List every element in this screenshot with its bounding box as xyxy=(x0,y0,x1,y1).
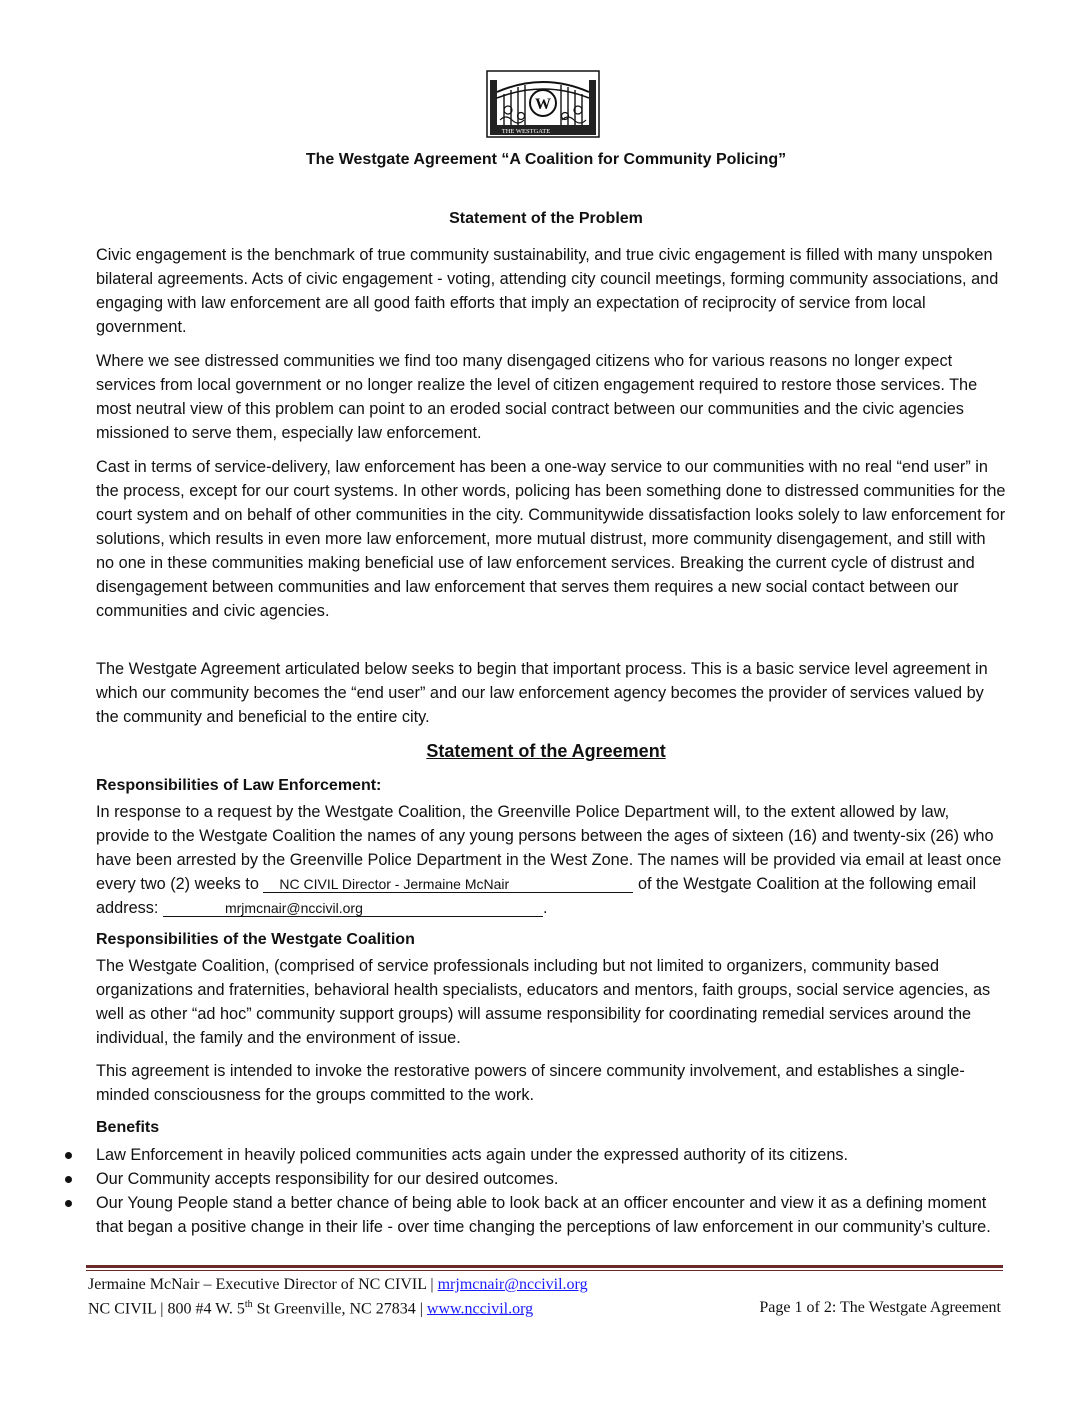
list-item: Law Enforcement in heavily policed communities acts again under the expressed authority of its citizens. xyxy=(60,1143,1010,1167)
law-enforcement-text-end: . xyxy=(542,899,548,917)
footer-address: NC CIVIL | 800 #4 W. 5 xyxy=(88,1300,245,1318)
law-enforcement-heading: Responsibilities of Law Enforcement: xyxy=(96,777,382,794)
benefits-heading: Benefits xyxy=(96,1119,160,1136)
footer-contact: Jermaine McNair – Executive Director of NC CIVIL | xyxy=(88,1276,438,1293)
law-enforcement-text: In response to a request by the Westgate Coalition, the Greenville Police Department will, to the extent allowed by law, provide to the Westgate Coalition the names of any young persons between the ages of sixteen (16) and twenty-six (26) who have been arrested by the Greenville Police Department in the West Zone. The names will be provided via email at least once every two (2) weeks to xyxy=(96,803,1002,893)
page-number: Page 1 of 2: The Westgate Agreement xyxy=(759,1299,1001,1316)
bullet-icon xyxy=(65,1176,72,1183)
coalition-paragraph: The Westgate Coalition, (comprised of service professionals including but not limited to organizers, community based organizations and fraternities, behavioral health specialists, educators and mentors, faith groups, social service agencies, as well as other “ad hoc” community support groups) will assume responsibility for coordinating remedial services around the individual, the family and the environment of issue. xyxy=(96,957,991,1047)
coalition-heading: Responsibilities of the Westgate Coalition xyxy=(96,931,415,948)
footer-line-2 xyxy=(88,1299,533,1318)
agreement-heading: Statement of the Agreement xyxy=(426,741,666,761)
problem-heading: Statement of the Problem xyxy=(449,210,643,227)
footer-divider-thin xyxy=(86,1270,1003,1271)
list-item: Our Young People stand a better chance of being able to look back at an officer encounter and view it as a defining moment that began a positive change in their life - over time changing the perceptions of law enforcement in our community’s culture. xyxy=(60,1191,1010,1239)
footer-address-end: St Greenville, NC 27834 | xyxy=(252,1300,427,1318)
law-enforcement-paragraph xyxy=(96,800,1006,920)
footer-website-link[interactable]: www.nccivil.org xyxy=(426,1300,534,1318)
email-fill-field: mrjmcnair@nccivil.org xyxy=(163,900,543,917)
bullet-icon xyxy=(65,1152,72,1159)
problem-paragraph-4: The Westgate Agreement articulated below seeks to begin that important process. This is a basic service level agreement in which our community becomes the “end user” and our law enforcement agency becomes the provider of services valued by the community and beneficial to the entire city. xyxy=(96,660,988,726)
logo-emblem: W xyxy=(535,96,551,113)
problem-paragraph-2: Where we see distressed communities we find too many disengaged citizens who for various reasons no longer expect services from local government or no longer realize the level of citizen engagement required to restore those services. The most neutral view of this problem can point to an eroded social contract between our communities and the civic agencies missioned to serve them, especially law enforcement. xyxy=(96,352,978,442)
footer-line-1 xyxy=(88,1276,588,1294)
bullet-icon xyxy=(65,1200,72,1207)
list-item: Our Community accepts responsibility for our desired outcomes. xyxy=(60,1167,1010,1191)
problem-paragraph-1: Civic engagement is the benchmark of true community sustainability, and true civic engagement is filled with many unspoken bilateral agreements. Acts of civic engagement - voting, attending city council meetings, forming community associations, and engaging with law enforcement are all good faith efforts that imply an expectation of reciprocity of service from local government. xyxy=(96,246,999,336)
footer-address-sup: th xyxy=(244,1299,253,1310)
footer-divider xyxy=(86,1265,1003,1268)
director-fill-field: NC CIVIL Director - Jermaine McNair xyxy=(263,876,633,893)
benefits-list xyxy=(60,1143,1010,1239)
law-enforcement-text-mid: of the Westgate Coalition at the following email address: xyxy=(96,875,977,917)
gate-logo-icon xyxy=(486,70,600,138)
logo-caption: THE WESTGATE xyxy=(501,128,551,135)
document-title: The Westgate Agreement “A Coalition for Community Policing” xyxy=(305,151,787,168)
problem-paragraph-3: Cast in terms of service-delivery, law enforcement has been a one-way service to our communities with no real “end user” in the process, except for our court systems. In other words, policing has been something done to distressed communities for the court system and on behalf of other communities in the city. Communitywide dissatisfaction looks solely to law enforcement for solutions, which results in even more law enforcement, more mutual distrust, more community disengagement, and still with no one in these communities making beneficial use of law enforcement services. Breaking the current cycle of distrust and disengagement between communities and law enforcement that serves them requires a new social contact between our communities and civic agencies. xyxy=(96,458,1006,620)
footer-email-link[interactable]: mrjmcnair@nccivil.org xyxy=(437,1276,588,1293)
intent-paragraph: This agreement is intended to invoke the restorative powers of sincere community involvement, and establishes a single-minded consciousness for the groups committed to the work. xyxy=(96,1062,965,1104)
